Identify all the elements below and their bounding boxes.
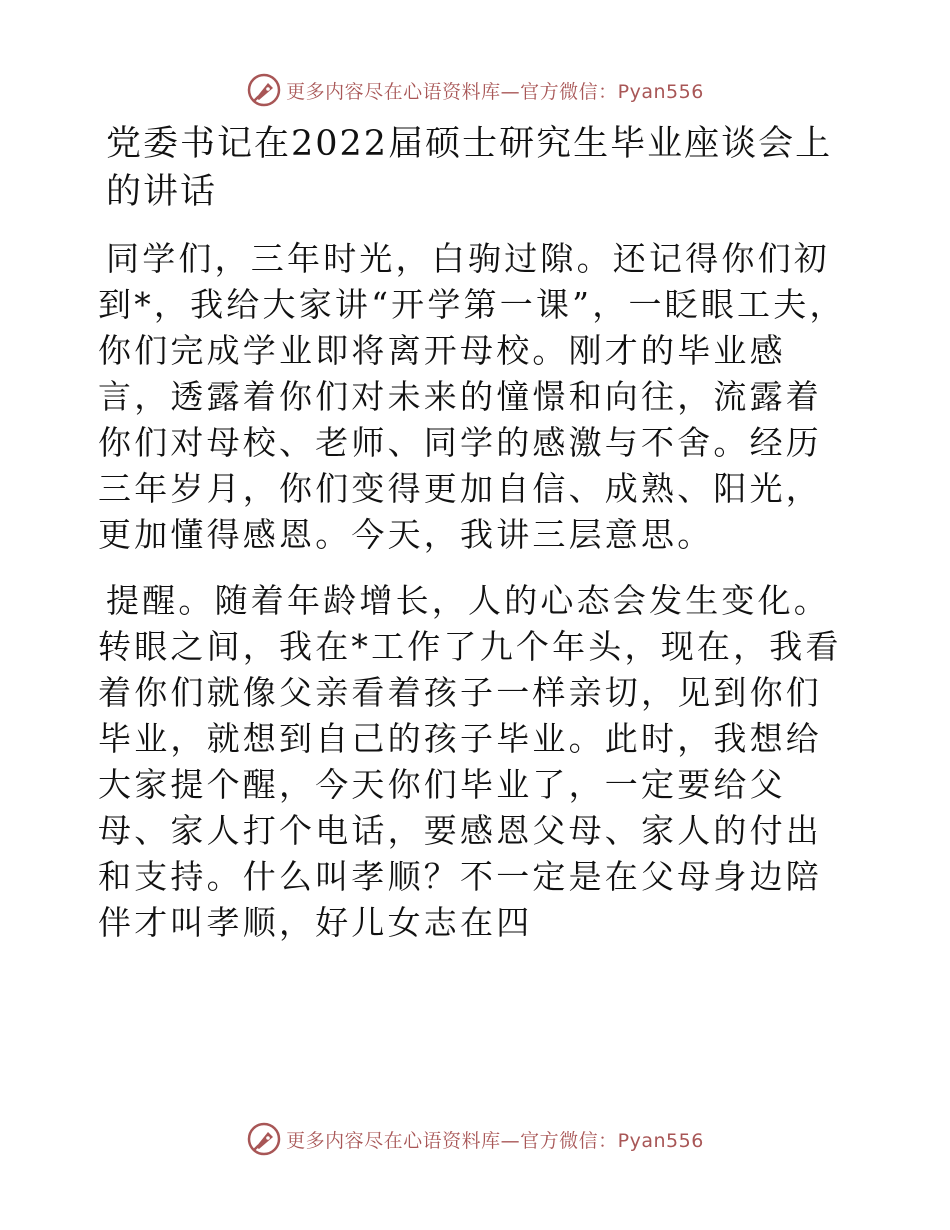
watermark-banner-bottom [0,1119,950,1159]
document-body [98,120,858,946]
watermark-text: 更多内容尽在心语资料库—官方微信：Pyan556 [286,80,704,103]
watermark-banner-top [0,70,950,110]
watermark-text: 更多内容尽在心语资料库—官方微信：Pyan556 [286,1129,704,1152]
document-title: 党委书记在2022届硕士研究生毕业座谈会上的讲话 [106,124,833,212]
pen-nib-logo-icon [246,1121,282,1157]
pen-nib-logo-icon [246,72,282,108]
paragraph: 同学们，三年时光，白驹过隙。还记得你们初到*，我给大家讲“开学第一课”，一眨眼工夫，你们完成学业即将离开母校。刚才的毕业感言，透露着你们对未来的憧憬和向往，流露着你们对母校、老师、同学的感激与不舍。经历三年岁月，你们变得更加自信、成熟、阳光，更加懂得感恩。今天，我讲三层意思。 [98,239,846,554]
paragraph: 提醒。随着年龄增长，人的心态会发生变化。转眼之间，我在*工作了九个年头，现在，我看着你们就像父亲看着孩子一样亲切，见到你们毕业，就想到自己的孩子毕业。此时，我想给大家提个醒，今天你们毕业了，一定要给父母、家人打个电话，要感恩父母、家人的付出和支持。什么叫孝顺？不一定是在父母身边陪伴才叫孝顺，好儿女志在四 [98,581,842,942]
